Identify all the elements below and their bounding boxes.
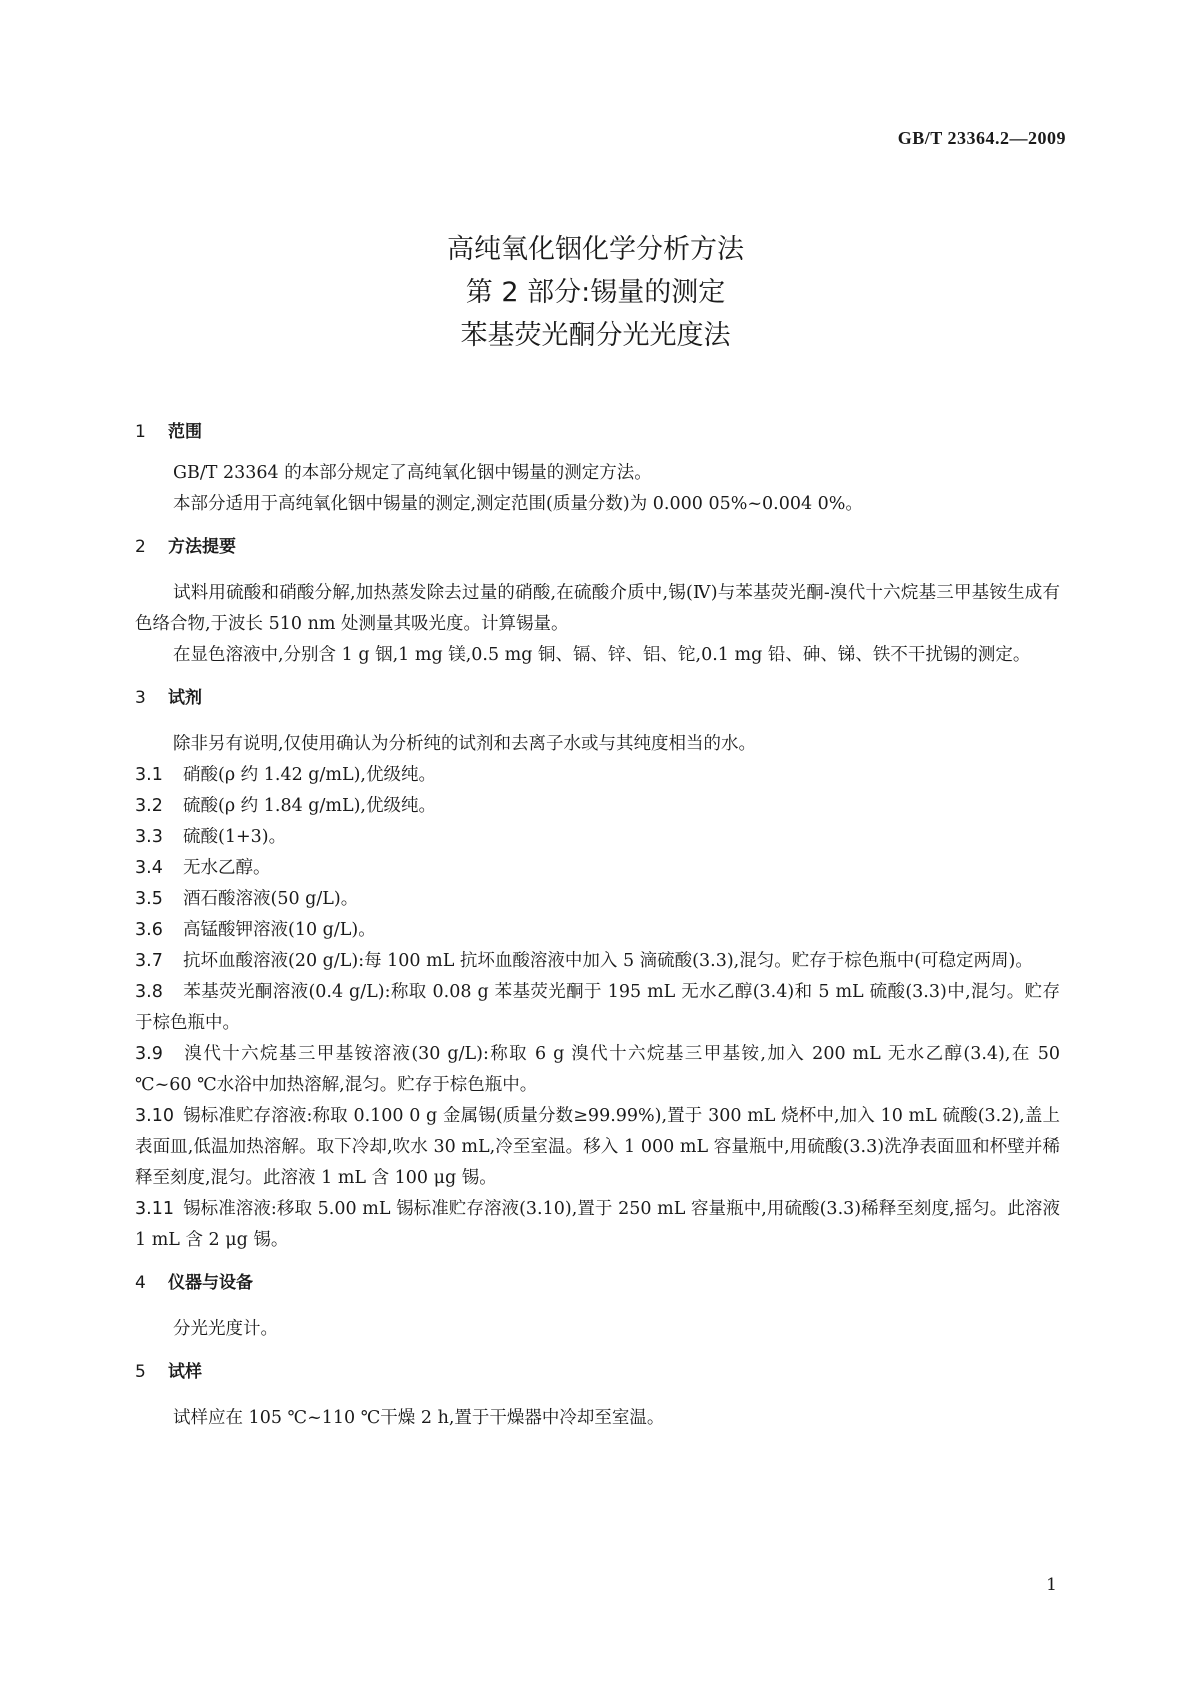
reagent-clause [135,915,1060,946]
clause-number: 3.2 [135,796,163,816]
clause-text: 锡标准贮存溶液:称取 0.100 0 g 金属锡(质量分数≥99.99%),置于 300 mL 烧杯中,加入 10 mL 硫酸(3.2),盖上表面皿,低温加热溶解。取下冷却,吹水 30 mL,冷至室温。移入 1 000 mL 容量瓶中,用硫酸(3.3)洗净表面皿和杯壁并稀释至刻度,混匀。此溶液 1 mL 含 100 μg 锡。 [135,1106,1060,1188]
reagent-clause [135,977,1060,1039]
clause-number: 3.7 [135,951,163,971]
section-title: 试剂 [168,688,202,708]
section-heading-sample [135,1355,1060,1389]
clause-text: 无水乙醇。 [183,858,271,878]
reagent-list [135,760,1060,1256]
clause-number: 3.10 [135,1106,174,1126]
document-title [0,228,1191,357]
reagent-clause [135,884,1060,915]
paragraph: 分光光度计。 [173,1319,278,1339]
section-number: 4 [135,1273,146,1293]
paragraph: 试料用硫酸和硝酸分解,加热蒸发除去过量的硝酸,在硫酸介质中,锡(Ⅳ)与苯基荧光酮-溴代十六烷基三甲基铵生成有色络合物,于波长 510 nm 处测量其吸光度。计算锡量。 [135,583,1060,634]
clause-number: 3.6 [135,920,163,940]
clause-text: 溴代十六烷基三甲基铵溶液(30 g/L):称取 6 g 溴代十六烷基三甲基铵,加入 200 mL 无水乙醇(3.4),在 50 ℃~60 ℃水浴中加热溶解,混匀。贮存于棕色瓶中。 [135,1044,1060,1095]
clause-number: 3.11 [135,1199,174,1219]
page-number: 1 [1046,1575,1057,1595]
document-body [135,415,1060,1434]
section-title: 试样 [168,1362,202,1382]
clause-text: 锡标准溶液:移取 5.00 mL 锡标准贮存溶液(3.10),置于 250 mL 容量瓶中,用硫酸(3.3)稀释至刻度,摇匀。此溶液 1 mL 含 2 μg 锡。 [135,1199,1060,1250]
section-title: 范围 [168,422,202,442]
paragraph: 本部分适用于高纯氧化铟中锡量的测定,测定范围(质量分数)为 0.000 05%~0.004 0%。 [173,494,863,514]
clause-text: 硫酸(ρ 约 1.84 g/mL),优级纯。 [183,796,436,816]
clause-text: 苯基荧光酮溶液(0.4 g/L):称取 0.08 g 苯基荧光酮于 195 mL 无水乙醇(3.4)和 5 mL 硫酸(3.3)中,混匀。贮存于棕色瓶中。 [135,982,1060,1033]
clause-text: 高锰酸钾溶液(10 g/L)。 [183,920,376,940]
reagent-clause [135,791,1060,822]
title-line-1: 高纯氧化铟化学分析方法 [447,234,744,265]
standard-code: GB/T 23364.2—2009 [897,128,1066,148]
reagent-clause [135,1101,1060,1194]
clause-number: 3.5 [135,889,163,909]
paragraph: 除非另有说明,仅使用确认为分析纯的试剂和去离子水或与其纯度相当的水。 [173,734,757,754]
reagent-clause [135,1194,1060,1256]
reagent-clause [135,853,1060,884]
paragraph: 试样应在 105 ℃~110 ℃干燥 2 h,置于干燥器中冷却至室温。 [173,1408,665,1428]
clause-number: 3.8 [135,982,163,1002]
section-number: 3 [135,688,146,708]
section-heading-method-summary [135,530,1060,564]
clause-number: 3.3 [135,827,163,847]
section-title: 仪器与设备 [168,1273,253,1293]
reagent-clause [135,822,1060,853]
clause-text: 硫酸(1+3)。 [183,827,287,847]
clause-text: 抗坏血酸溶液(20 g/L):每 100 mL 抗坏血酸溶液中加入 5 滴硫酸(3.3),混匀。贮存于棕色瓶中(可稳定两周)。 [183,951,1033,971]
clause-number: 3.1 [135,765,163,785]
section-number: 2 [135,537,146,557]
section-heading-reagents [135,681,1060,715]
section-number: 1 [135,422,146,442]
section-title: 方法提要 [168,537,236,557]
reagent-clause [135,946,1060,977]
clause-number: 3.9 [135,1044,163,1064]
paragraph: GB/T 23364 的本部分规定了高纯氧化铟中锡量的测定方法。 [173,463,652,483]
clause-number: 3.4 [135,858,163,878]
clause-text: 酒石酸溶液(50 g/L)。 [183,889,359,909]
section-heading-apparatus [135,1266,1060,1300]
reagent-clause [135,1039,1060,1101]
title-line-3: 苯基荧光酮分光光度法 [460,320,731,351]
section-number: 5 [135,1362,146,1382]
paragraph: 在显色溶液中,分别含 1 g 铟,1 mg 镁,0.5 mg 铜、镉、锌、铝、铊,0.1 mg 铅、砷、锑、铁不干扰锡的测定。 [173,645,1031,665]
clause-text: 硝酸(ρ 约 1.42 g/mL),优级纯。 [183,765,436,785]
section-heading-scope [135,415,1060,449]
reagent-clause [135,760,1060,791]
title-line-2: 第 2 部分:锡量的测定 [465,277,726,308]
